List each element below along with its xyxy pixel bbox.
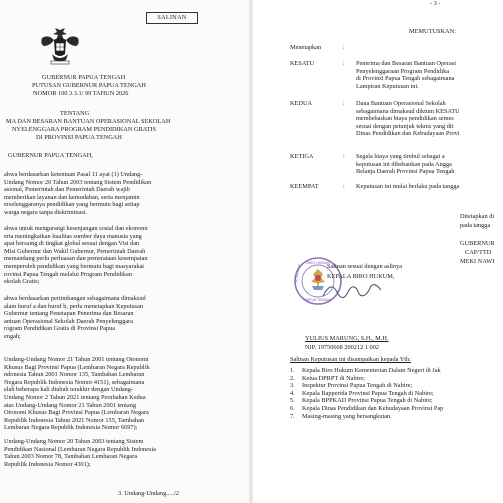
para-1-line: Negara Republik Indonesia Nomor 4151), sebagaimana	[4, 378, 145, 386]
para-c-line: alam huruf a dan huruf b, perlu menetapkan Keputusan	[4, 302, 144, 310]
para-a-line: asional, Pemerintah dan Pemerintah Daerah wajib	[4, 186, 130, 194]
title-line-3: DI PROVINSI PAPUA TENGAH	[36, 134, 122, 141]
kedua-label: KEDUA	[290, 100, 313, 107]
para-1-line: ndonesia Tahun 2001 Nomor 135, Tambahan Lembaran	[4, 371, 145, 379]
para-b-line: Misi Gubernur dan Wakil Gubernur, Pemerintah Daerah	[4, 247, 146, 255]
para-1-line: atas Undang-Undang Nomor 21 Tahun 2001 tentang	[4, 401, 137, 409]
kedua-text	[356, 100, 503, 138]
recipient-item: 4. Kepala Bapperida Provinsi Papua Tengah di Nabire;	[290, 389, 434, 397]
salinan-label: SALINAN	[146, 12, 198, 24]
header-line-2: PUTUSAN GUBERNUR PAPUA TENGAH	[32, 82, 146, 89]
kesatu-line: Lampiran Keputusan ini.	[356, 82, 419, 90]
cap-ttd: CAP/TTD	[465, 249, 492, 256]
kepala-biro-hukum: KEPALA BIRO HUKUM,	[327, 273, 395, 280]
para-2-line: Undang-Undang Nomor 20 Tahun 2003 tentang Sistem	[4, 438, 144, 445]
kesatu-line: Penerima dan Besaran Bantuan Operasi	[356, 60, 457, 67]
recipient-item: 7. Masing-masing yang bersangkutan.	[290, 412, 392, 420]
para-1-line: Lembaran Negara Republik Indonesia Nomor 6697);	[4, 424, 138, 432]
recipient-item: 1. Kepala Biro Hukum Kementerian Dalam Negeri di Jak	[290, 367, 441, 374]
signer-nip: NIP. 19750608 200212 1 002	[305, 344, 379, 351]
kesatu-colon: :	[343, 60, 345, 67]
recipient-list	[290, 367, 503, 420]
considerans-c	[4, 295, 244, 341]
considerans-b	[4, 225, 244, 286]
garuda-emblem-icon	[38, 24, 82, 66]
stamp-text-side: SETDA PROV.	[294, 263, 302, 284]
recipient-item: 5. Kepala BPPKAD Provinsi Papua Tengah di Nabire;	[290, 397, 433, 405]
para-b-line: rovinsi Papua Tengah melalui Program Pendidikan	[4, 270, 132, 278]
stamp-text-top: BIRO HUKUM	[306, 261, 330, 265]
para-1-line: elah beberapa kali diubah terakhir dengan Undang-	[4, 386, 134, 394]
kesatu-line: Penyelenggaraan Program Pendidika	[356, 67, 450, 75]
para-2-line: Pendidikan Nasional (Lembaran Negara Republik Indonesia	[4, 445, 156, 453]
mengingat-2	[4, 438, 244, 468]
para-a-line: Undang Nomor 20 Tahun 2003 tentang Sistem Pendidikan	[4, 178, 152, 186]
ditetapkan-di: Ditetapkan di	[460, 213, 495, 220]
signer-name: YULIUS MARUNG, S.H., M.H.	[305, 335, 389, 342]
para-c-line: rogram Pendidikan Gratis di Provinsi Papua	[4, 325, 116, 333]
kedua-line: Dinas Pendidikan dan Kebudayaan Provi	[356, 130, 460, 138]
opening-line: GUBERNUR PAPUA TENGAH,	[8, 152, 93, 159]
para-1-line: Khusus Bagi Provinsi Papua (Lembaran Negara Republik	[4, 363, 150, 371]
stamp-text-bottom: PAPUA TENGAH	[304, 298, 332, 302]
recipient-item: 3. Inspektur Provinsi Papua Tengah di Nabire;	[290, 382, 413, 390]
kedua-line: membebaskan biaya pendidikan semes	[356, 115, 454, 123]
salinan-disampaikan: Salinan Keputusan ini disampaikan kepada Yth:	[290, 356, 411, 363]
title-line-2: NYELENGGARA PROGRAM PENDIDIKAN GRATIS	[12, 126, 156, 133]
page-number: - 3 -	[430, 0, 441, 7]
ketiga-colon: :	[343, 153, 345, 160]
kesatu-label: KESATU	[290, 60, 315, 67]
keempat-colon: :	[343, 183, 345, 190]
para-b-line: ahwa untuk mengurangi kesenjangan sosial dan ekonomi	[4, 225, 148, 232]
tentang-heading: TENTANG	[60, 110, 90, 117]
governor-name: MEKI NAWI	[460, 258, 495, 265]
pada-tanggal: pada tangga	[460, 222, 491, 229]
para-a-line: ahwa berdasarkan ketentuan Pasal 11 ayat (1) Undang-	[4, 171, 143, 178]
para-a-line: erselenggaranya pendidikan yang bermutu bagi setiap	[4, 201, 140, 209]
para-1-line: Otonomi Khusus Bagi Provinsi Papua (Lembaran Negara	[4, 409, 149, 417]
keempat-line: Keputusan ini mulai berlaku pada tangga	[356, 183, 460, 190]
recipient-item: 2. Ketua DPRPT di Nabire;	[290, 374, 366, 382]
memutuskan-heading: MEMUTUSKAN:	[409, 28, 456, 35]
ketiga-text	[356, 153, 503, 176]
kedua-line: sebagaimana dimaksud diktum KESATU	[356, 107, 460, 115]
para-1-line: Undang-Undang Nomor 21 Tahun 2001 tentang Otonomi	[4, 356, 149, 363]
para-c-line: Gubernur tentang Penetapan Penerima dan Besaran	[4, 310, 134, 318]
menetapkan-colon: :	[343, 44, 345, 51]
menetapkan-label: Menetapkan	[290, 44, 322, 51]
para-2-line: Tahun 2003 Nomor 78, Tambahan Lembaran Negara	[4, 453, 138, 461]
kesatu-text	[356, 60, 503, 90]
kedua-line: sesuai dengan petunjuk teknis yang dit	[356, 122, 454, 130]
right-page	[253, 0, 503, 503]
recipient-item: 6. Kepala Dinas Pendidikan dan Kebudayaan Provinsi Pap	[290, 404, 444, 412]
left-page	[0, 0, 249, 503]
para-b-line: memperoleh pendidikan yang bermutu bagi masyarakat	[4, 262, 145, 270]
para-c-line: engah;	[4, 332, 21, 340]
keempat-text	[356, 183, 503, 191]
para-c-line: ahwa berdasarkan pertimbangan sebagaimana dimaksud	[4, 295, 146, 302]
kedua-line: Dana Bantuan Operasional Sekolah	[356, 100, 446, 107]
ketiga-line: Segala biaya yang timbul sebagai a	[356, 153, 445, 160]
header-line-1: GUBERNUR PAPUA TENGAH	[42, 74, 126, 81]
title-line-1: MA DAN BESARAN BANTUAN OPERASIONAL SEKOLAH	[6, 118, 171, 125]
para-1-line: Undang Nomor 2 Tahun 2021 tentang Perubahan Kedua	[4, 393, 146, 401]
ketiga-line: keputusan ini dibebankan pada Angga	[356, 160, 452, 168]
considerans-a	[4, 171, 244, 217]
para-b-line: memandang perlu perluasan dan pemerataan kesempatan	[4, 255, 148, 263]
para-1-line: Republik Indonesia Tahun 2021 Nomor 155, Tambahan	[4, 416, 145, 424]
continuation-footer: 3. Undang-Undang...../2	[118, 490, 180, 497]
ketiga-line: Belanja Daerah Provinsi Papua Tengah	[356, 168, 455, 176]
mengingat-1	[4, 356, 244, 432]
para-b-line: apat bersaing di tingkat global sesuai dengan Visi dan	[4, 240, 140, 248]
para-c-line: antuan Operasional Sekolah Daerah Penyelenggara	[4, 317, 134, 325]
para-a-line: memberikan layanan dan kemudahan, serta menjamin	[4, 193, 140, 201]
gubernur-title: GUBERNUR	[460, 240, 495, 247]
kedua-colon: :	[343, 100, 345, 107]
para-b-line: ekolah Gratis;	[4, 278, 40, 286]
signature-icon	[319, 278, 389, 302]
salinan-sesuai: Salinan sesuai dengan aslinya	[327, 263, 403, 270]
header-line-3: NOMOR 100.3.3.1/ 99 TAHUN 2026	[33, 90, 129, 97]
kesatu-line: di Provinsi Papua Tengah sebagaimana	[356, 75, 455, 83]
para-2-line: Republik Indonesia Nomor 4301);	[4, 460, 91, 468]
keempat-label: KEEMPAT	[290, 183, 319, 190]
para-a-line: warga negara tanpa diskriminasi.	[4, 208, 88, 216]
ketiga-label: KETIGA	[290, 153, 314, 160]
para-b-line: erta meningkatkan kualitas sumber daya manusia yang	[4, 232, 142, 240]
